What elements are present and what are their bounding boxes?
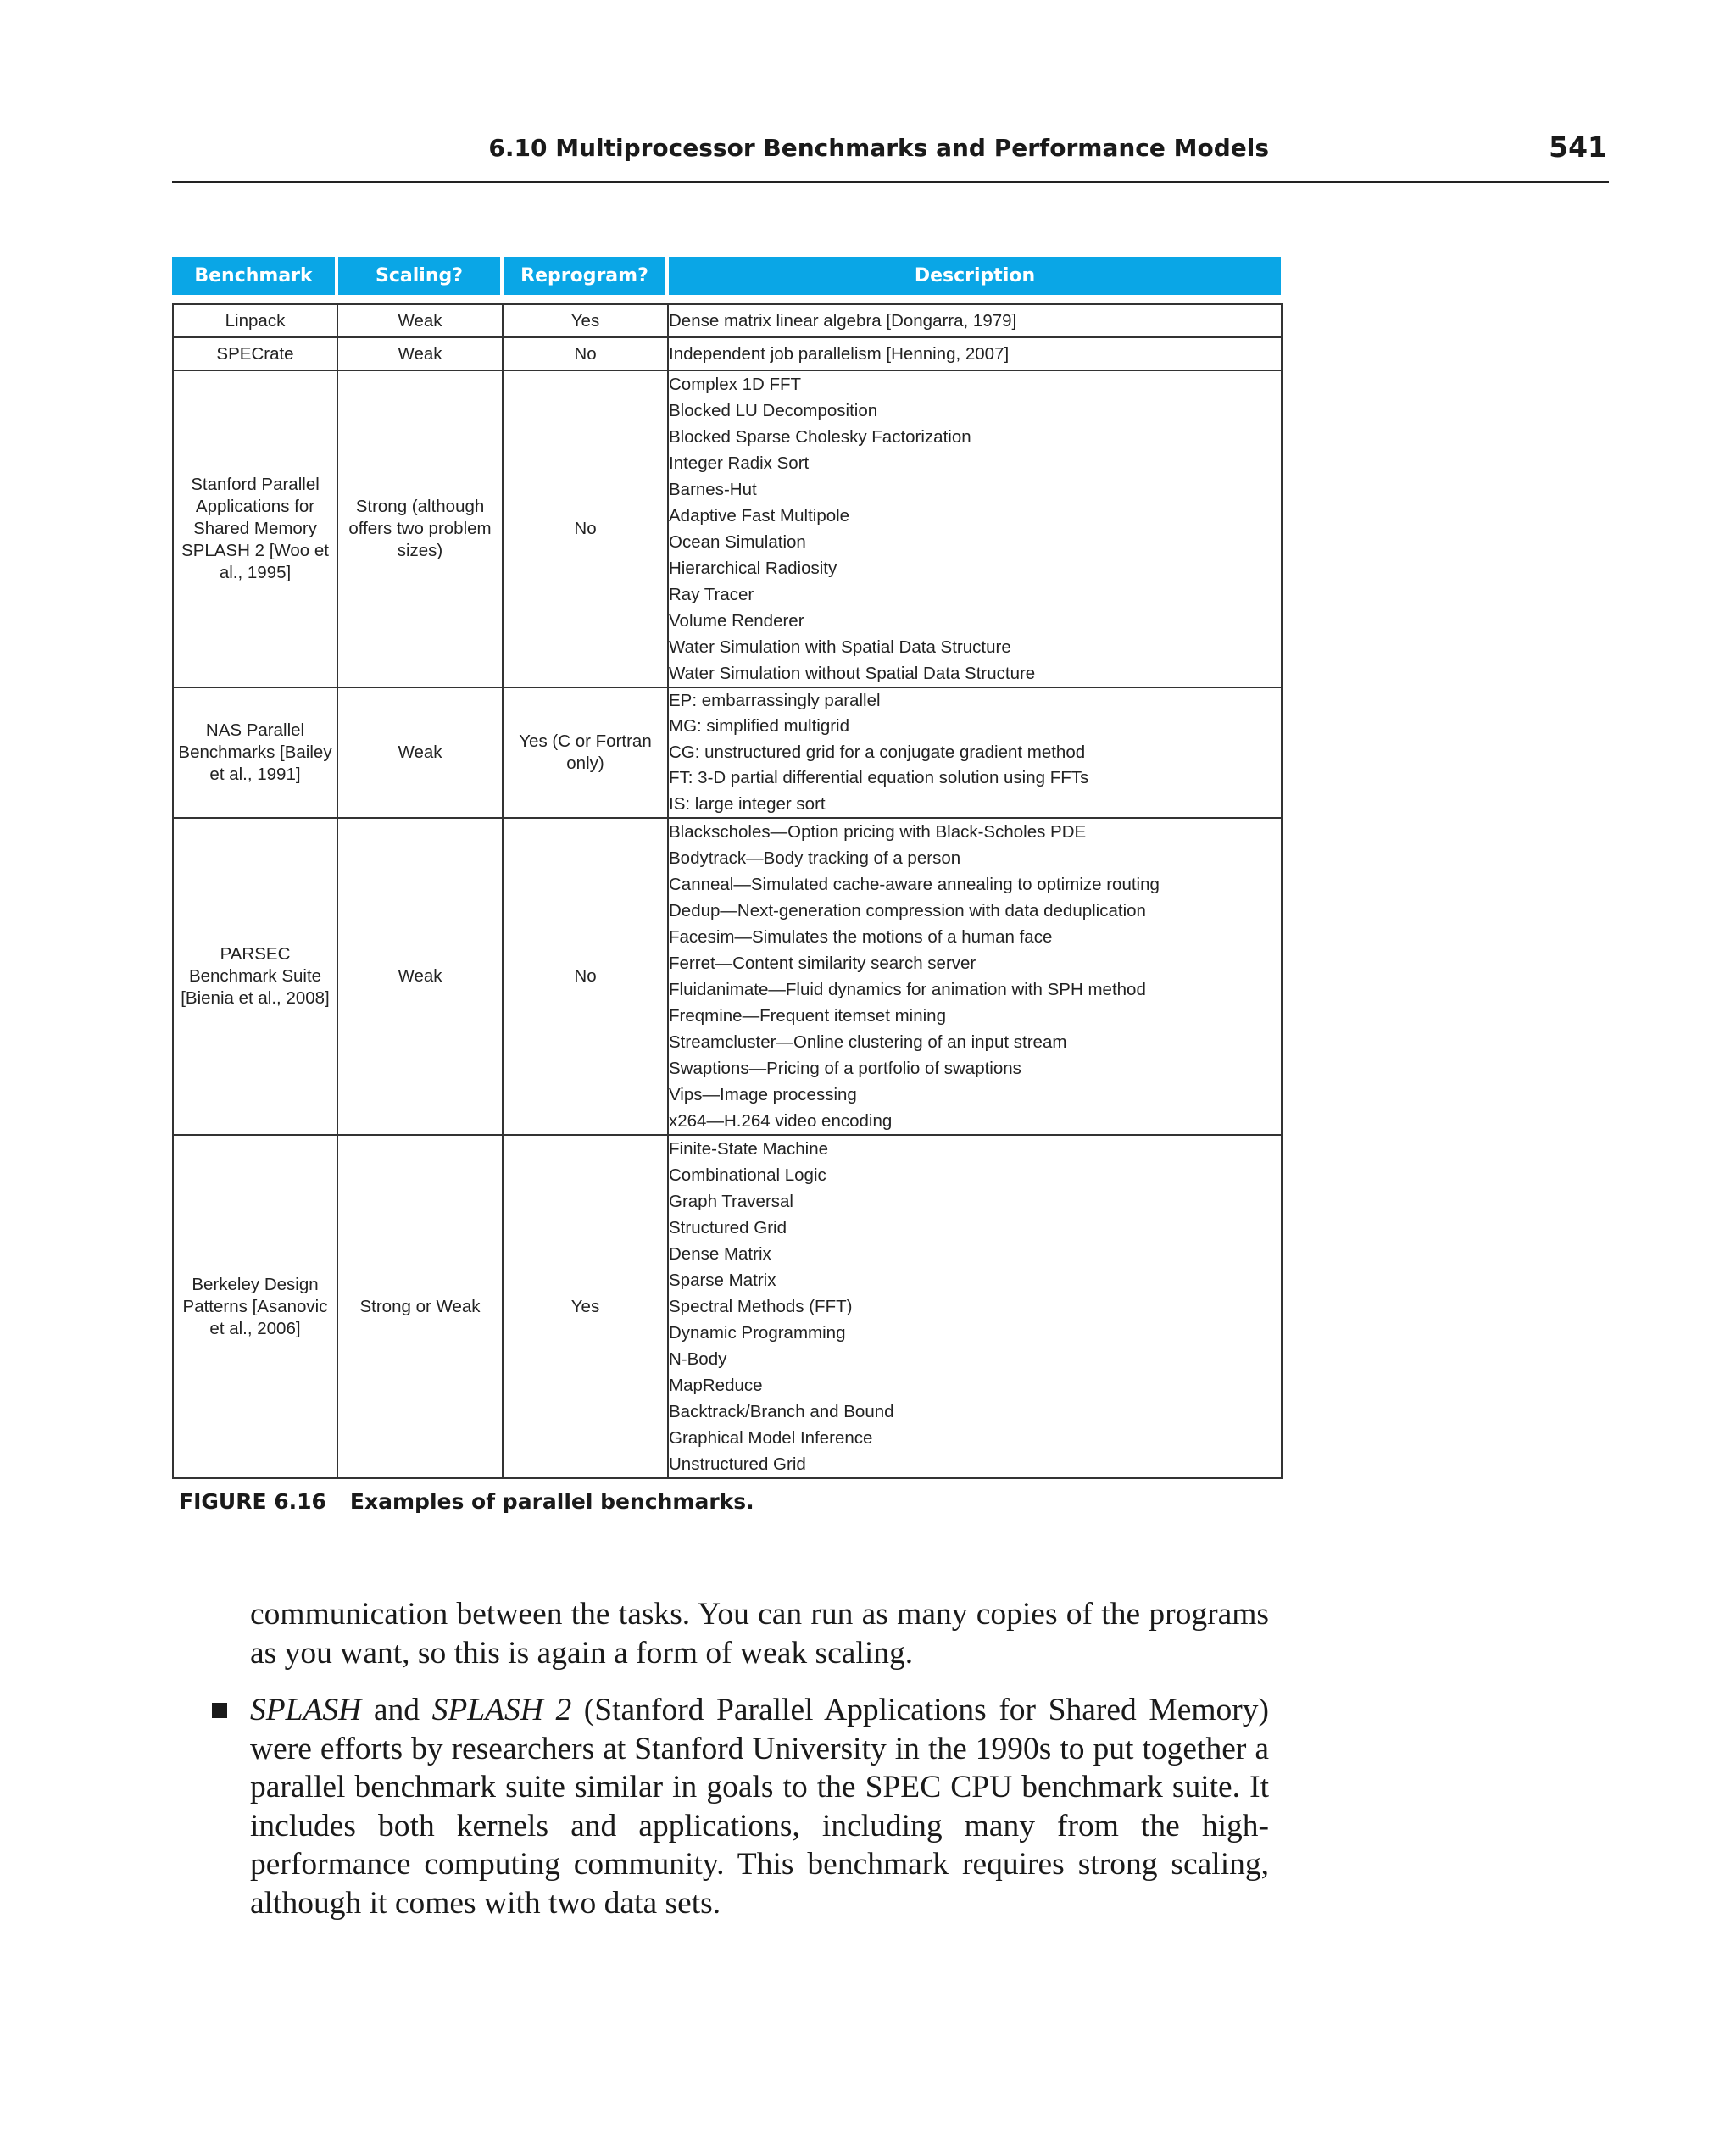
description-line: Blocked LU Decomposition xyxy=(669,401,878,420)
description-line: Swaptions—Pricing of a portfolio of swaptions xyxy=(669,1059,1021,1078)
column-header-reprogram: Reprogram? xyxy=(504,257,665,295)
table-row xyxy=(173,370,1282,687)
description-line: Adaptive Fast Multipole xyxy=(669,506,850,526)
description-cell xyxy=(668,1135,1282,1478)
benchmark-cell: SPECrate xyxy=(173,337,337,370)
description-line: Freqmine—Frequent itemset mining xyxy=(669,1006,946,1026)
figure-title: Examples of parallel benchmarks. xyxy=(349,1489,754,1514)
column-header-description: Description xyxy=(669,257,1281,295)
description-line: Barnes-Hut xyxy=(669,480,757,499)
description-cell xyxy=(668,818,1282,1135)
description-line: EP: embarrassingly parallel xyxy=(669,691,881,711)
page-number: 541 xyxy=(1549,131,1607,164)
scaling-cell: Strong or Weak xyxy=(337,1135,503,1478)
benchmarks-table-body xyxy=(172,303,1283,1479)
description-cell xyxy=(668,304,1282,337)
description-line: Combinational Logic xyxy=(669,1165,826,1185)
description-line: Sparse Matrix xyxy=(669,1271,776,1290)
bullet-paragraph xyxy=(250,1691,1269,1922)
description-line: Water Simulation without Spatial Data Structure xyxy=(669,664,1036,683)
emphasis-splash: SPLASH xyxy=(250,1693,362,1727)
description-line: Dedup—Next-generation compression with data deduplication xyxy=(669,901,1146,920)
description-line: x264—H.264 video encoding xyxy=(669,1111,893,1131)
description-line: CG: unstructured grid for a conjugate gradient method xyxy=(669,742,1086,762)
description-line: MG: simplified multigrid xyxy=(669,716,850,737)
description-line: Hierarchical Radiosity xyxy=(669,559,837,578)
reprogram-cell: No xyxy=(503,337,668,370)
description-line: Ray Tracer xyxy=(669,585,754,604)
table-row xyxy=(173,818,1282,1135)
benchmarks-table xyxy=(172,257,1281,1479)
table-row xyxy=(173,1135,1282,1478)
figure-label: FIGURE 6.16 xyxy=(179,1489,326,1514)
description-line: Ferret—Content similarity search server xyxy=(669,954,976,973)
description-line: Blocked Sparse Cholesky Factorization xyxy=(669,427,971,447)
column-header-scaling: Scaling? xyxy=(338,257,500,295)
description-line: MapReduce xyxy=(669,1376,763,1395)
description-line: N-Body xyxy=(669,1349,727,1369)
description-line: Streamcluster—Online clustering of an input stream xyxy=(669,1032,1067,1052)
description-cell xyxy=(668,337,1282,370)
bullet-text: (Stanford Parallel Applications for Shared Memory) were efforts by researchers at Stanford University in the 1990s to put together a parallel benchmark suite similar in goals to the SPEC CPU benchmark suite. It includes both kernels and applications, including many from the high-performance computing community. This benchmark requires strong scaling, although it comes with two data sets. xyxy=(250,1693,1269,1921)
scaling-cell: Weak xyxy=(337,304,503,337)
scaling-cell: Weak xyxy=(337,818,503,1135)
description-line: Dense matrix linear algebra [Dongarra, 1979] xyxy=(669,311,1017,331)
scaling-cell: Weak xyxy=(337,687,503,818)
benchmark-cell: Stanford Parallel Applications for Shared Memory SPLASH 2 [Woo et al., 1995] xyxy=(173,370,337,687)
description-line: Finite-State Machine xyxy=(669,1139,829,1159)
body-text xyxy=(250,1595,1269,1922)
description-line: Spectral Methods (FFT) xyxy=(669,1297,853,1316)
running-header xyxy=(172,127,1609,183)
description-line: Dynamic Programming xyxy=(669,1323,846,1343)
benchmark-cell: Berkeley Design Patterns [Asanovic et al., 2006] xyxy=(173,1135,337,1478)
section-title: 6.10 Multiprocessor Benchmarks and Performance Models xyxy=(488,134,1269,162)
description-cell xyxy=(668,687,1282,818)
description-line: Dense Matrix xyxy=(669,1244,771,1264)
figure-caption xyxy=(179,1489,754,1514)
text-and: and xyxy=(361,1693,432,1727)
reprogram-cell: Yes xyxy=(503,304,668,337)
description-line: Water Simulation with Spatial Data Structure xyxy=(669,637,1011,657)
benchmark-cell: NAS Parallel Benchmarks [Bailey et al., 1991] xyxy=(173,687,337,818)
description-line: Independent job parallelism [Henning, 2007] xyxy=(669,344,1010,364)
description-line: Facesim—Simulates the motions of a human face xyxy=(669,927,1053,947)
table-row xyxy=(173,687,1282,818)
description-line: Blackscholes—Option pricing with Black-Scholes PDE xyxy=(669,822,1087,842)
description-line: Ocean Simulation xyxy=(669,532,806,552)
table-header-row xyxy=(172,257,1281,295)
bullet-square-icon xyxy=(212,1703,227,1718)
description-line: Bodytrack—Body tracking of a person xyxy=(669,848,961,868)
emphasis-splash2: SPLASH 2 xyxy=(431,1693,572,1727)
description-line: Fluidanimate—Fluid dynamics for animation with SPH method xyxy=(669,980,1146,999)
description-line: Unstructured Grid xyxy=(669,1454,806,1474)
description-line: Vips—Image processing xyxy=(669,1085,857,1104)
reprogram-cell: No xyxy=(503,818,668,1135)
description-line: Structured Grid xyxy=(669,1218,787,1237)
description-cell xyxy=(668,370,1282,687)
scaling-cell: Weak xyxy=(337,337,503,370)
description-line: Integer Radix Sort xyxy=(669,453,810,473)
description-line: Canneal—Simulated cache-aware annealing to optimize routing xyxy=(669,875,1160,894)
description-line: Graph Traversal xyxy=(669,1192,793,1211)
benchmark-cell: Linpack xyxy=(173,304,337,337)
description-line: Complex 1D FFT xyxy=(669,375,802,394)
description-line: FT: 3-D partial differential equation solution using FFTs xyxy=(669,768,1089,788)
description-line: Volume Renderer xyxy=(669,611,804,631)
description-line: IS: large integer sort xyxy=(669,793,826,814)
scaling-cell: Strong (although offers two problem sizes) xyxy=(337,370,503,687)
body-paragraph: communication between the tasks. You can run as many copies of the programs as you want, so this is again a form of weak scaling. xyxy=(250,1597,1269,1671)
reprogram-cell: Yes (C or Fortran only) xyxy=(503,687,668,818)
table-row xyxy=(173,304,1282,337)
column-header-benchmark: Benchmark xyxy=(172,257,335,295)
reprogram-cell: Yes xyxy=(503,1135,668,1478)
description-line: Graphical Model Inference xyxy=(669,1428,873,1448)
reprogram-cell: No xyxy=(503,370,668,687)
description-line: Backtrack/Branch and Bound xyxy=(669,1402,894,1421)
benchmark-cell: PARSEC Benchmark Suite [Bienia et al., 2008] xyxy=(173,818,337,1135)
table-row xyxy=(173,337,1282,370)
